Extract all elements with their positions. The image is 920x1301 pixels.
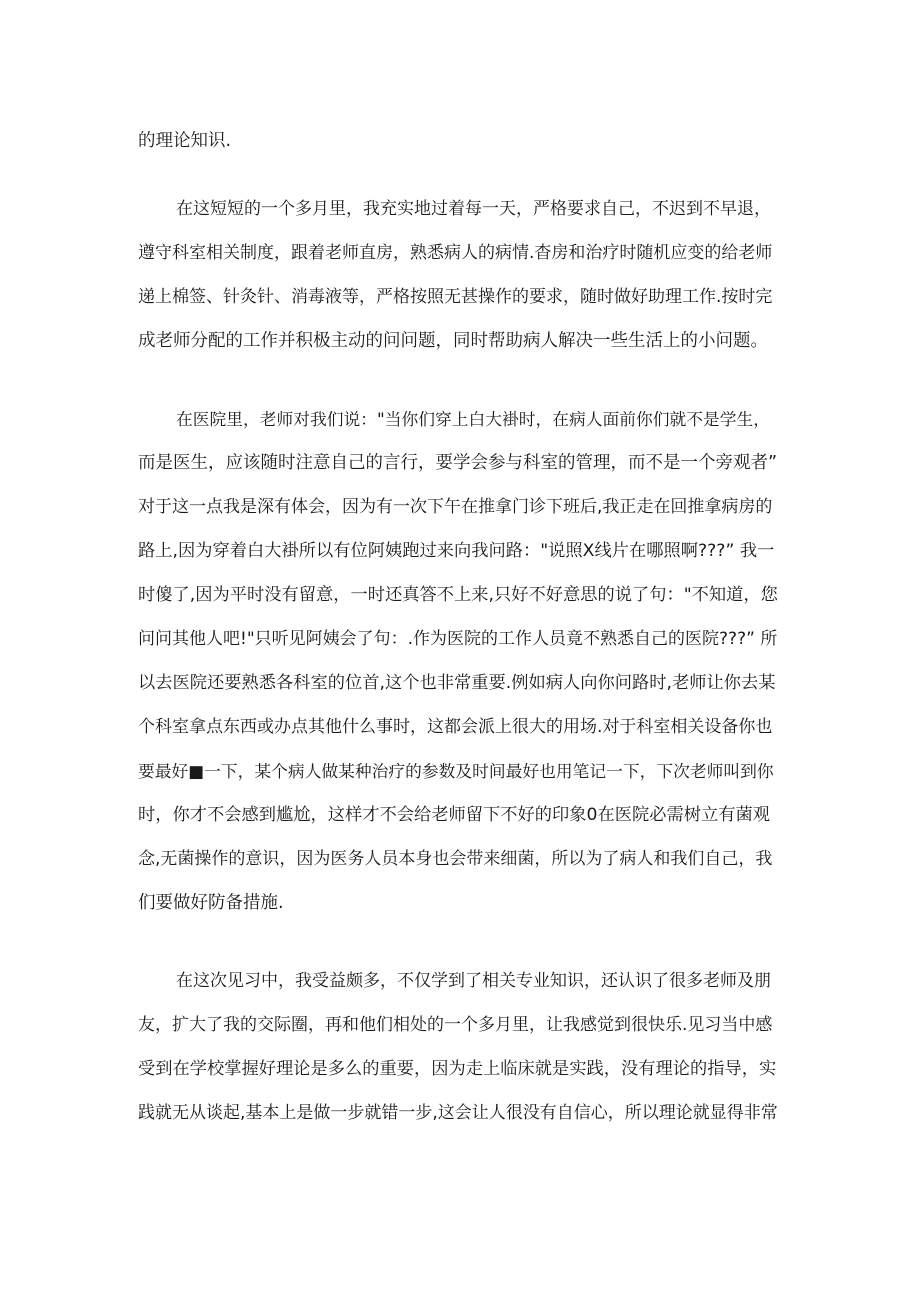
text-line: 们要做好防备措施. [138,893,284,913]
text-line: 以去医院还要熟悉各科室的位首,这个也非常重要.例如病人向你问路时,老师让你去某 [138,673,776,693]
text-line: 在这短短的一个多月里，我充实地过着每一天，严格要求自己，不迟到不早退， [176,199,771,219]
text-line: 友，扩大了我的交际圈，再和他们相处的一个多月里，让我感觉到很快乐.见习当中感 [138,1015,773,1035]
text-line: 成老师分配的工作并积极主动的问问题，同时帮助病人解决一些生活上的小问题。 [138,331,768,351]
text-line: 遵守科室相关制度，跟着老师直房，熟悉病人的病情.杳房和治疗时随机应变的给老师 [138,243,773,263]
text-line: 践就无从谈起,基本上是做一步就错一步,这会让人很没有自信心，所以理论就显得非常 [138,1103,778,1123]
text-line: 在医院里，老师对我们说："当你们穿上白大褂时，在病人面前你们就不是学生， [176,409,770,429]
text-line: 在这次见习中，我受益颇多，不仅学到了相关专业知识，还认识了很多老师及朋 [176,971,771,991]
text-line: 对于这一点我是深有体会，因为有一次下午在推拿门诊下班后,我正走在回推拿病房的 [138,497,773,517]
text-line: 路上,因为穿着白大褂所以有位阿姨跑过来向我问路："说照X线片在哪照啊???” 我一 [138,541,775,561]
text-line: 时傻了,因为平时没有留意，一时还真答不上来,只好不好意思的说了句："不知道，您 [138,585,778,605]
text-line: 递上棉签、针灸针、消毒液等，严格按照无甚操作的要求，随时做好助理工作.按时完 [138,287,773,307]
text-line: 的理论知识. [138,131,232,151]
text-line: 受到在学校掌握好理论是多么的重要，因为走上临床就是实践，没有理论的指导，实 [138,1059,777,1079]
text-line: 要最好■一下，某个病人做某种治疗的参数及时间最好也用笔记一下，下次老师叫到你 [138,761,774,781]
text-line: 而是医生，应该随时注意自己的言行，要学会参与科室的管理，而不是一个旁观者” [138,453,778,473]
text-line: 问问其他人吧!"只听见阿姨会了句：.作为医院的工作人员竟不熟悉自己的医院???” 所 [138,629,778,649]
text-line: 时，你才不会感到尴尬，这样才不会给老师留下不好的印象0在医院必需树立有菌观 [138,805,770,825]
text-line: 念,无菌操作的意识，因为医务人员本身也会带来细菌，所以为了病人和我们自己，我 [138,849,773,869]
text-line: 个科室拿点东西或办点其他什么事时，这都会派上很大的用场.对于科室相关设备你也 [138,717,773,737]
